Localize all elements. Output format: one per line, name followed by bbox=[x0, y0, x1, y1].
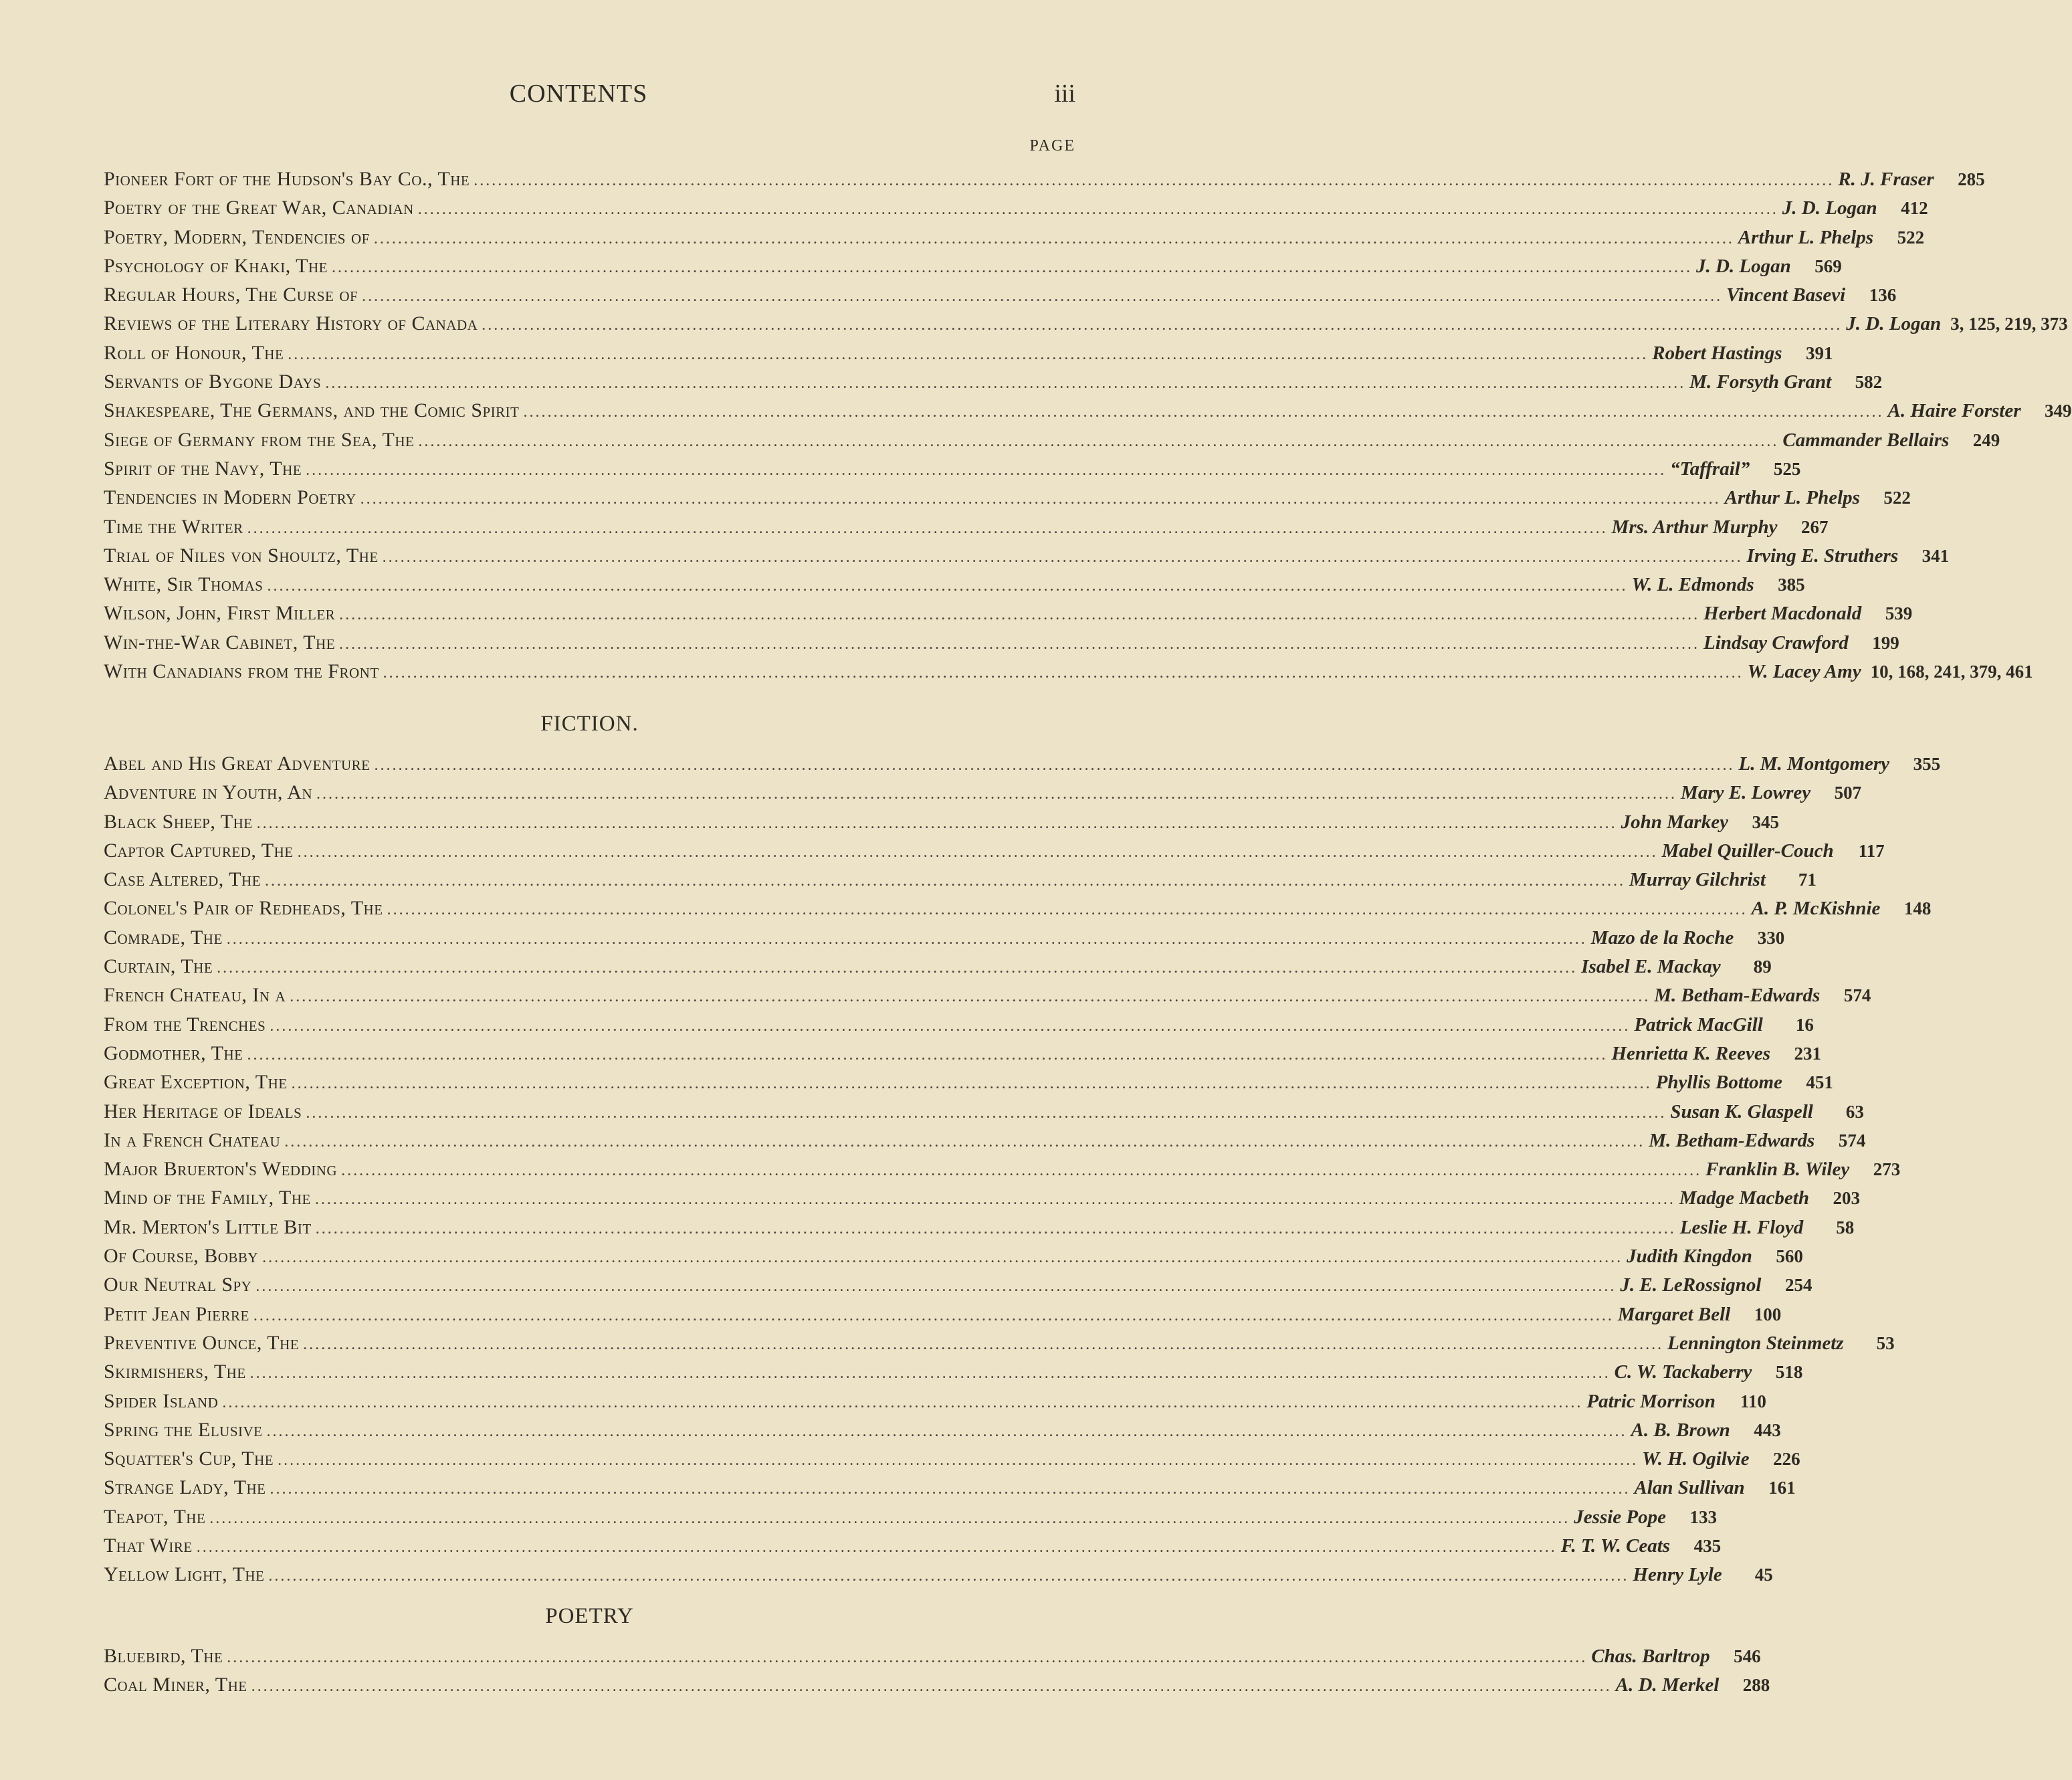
entry-page-number: 349 bbox=[2045, 401, 2072, 421]
dot-leader: .................................................................................................................................................................................................................................. bbox=[209, 1509, 1570, 1527]
contents-entry bbox=[104, 454, 1801, 483]
entry-title: Win-the-War Cabinet, The bbox=[104, 631, 336, 654]
entry-author: Chas. Barltrop bbox=[1591, 1646, 1710, 1667]
page-title: CONTENTS bbox=[509, 80, 648, 108]
entry-title: Major Bruerton's Wedding bbox=[104, 1158, 338, 1181]
entry-title: Great Exception, The bbox=[104, 1071, 288, 1094]
contents-entry bbox=[104, 512, 1829, 541]
entry-author: W. Lacey Amy bbox=[1747, 661, 1861, 683]
entry-author: M. Betham-Edwards bbox=[1649, 1129, 1815, 1151]
contents-entry bbox=[104, 541, 1950, 570]
entry-page-number: 199 bbox=[1872, 632, 1899, 653]
entry-title: French Chateau, In a bbox=[104, 984, 286, 1007]
entry-page-number: 435 bbox=[1693, 1536, 1722, 1557]
contents-entry bbox=[104, 1300, 1782, 1328]
dot-leader: .................................................................................................................................................................................................................................. bbox=[362, 288, 1723, 306]
entry-author: M. Betham-Edwards bbox=[1654, 985, 1821, 1007]
dot-leader: .................................................................................................................................................................................................................................. bbox=[227, 1649, 1588, 1666]
dot-leader: .................................................................................................................................................................................................................................. bbox=[247, 519, 1608, 537]
contents-entry bbox=[104, 981, 1871, 1009]
entry-author: Alan Sullivan bbox=[1634, 1477, 1745, 1499]
dot-leader: .................................................................................................................................................................................................................................. bbox=[262, 1249, 1623, 1267]
dot-leader: .................................................................................................................................................................................................................................. bbox=[331, 258, 1692, 276]
dot-leader: .................................................................................................................................................................................................................................. bbox=[339, 606, 1700, 624]
dot-leader: .................................................................................................................................................................................................................................. bbox=[387, 901, 1748, 919]
entry-title: Spider Island bbox=[104, 1389, 219, 1412]
entry-page-number: 89 bbox=[1753, 957, 1772, 977]
dot-leader: .................................................................................................................................................................................................................................. bbox=[474, 172, 1835, 189]
entry-page-number: 231 bbox=[1794, 1043, 1822, 1064]
entry-title: With Canadians from the Front bbox=[104, 660, 379, 683]
entry-author: A. Haire Forster bbox=[1887, 400, 2021, 422]
entry-title: Comrade, The bbox=[104, 926, 223, 949]
dot-leader: .................................................................................................................................................................................................................................. bbox=[268, 1567, 1629, 1585]
entry-title: That Wire bbox=[104, 1535, 193, 1557]
contents-entry bbox=[104, 749, 1941, 778]
entry-page-number: 574 bbox=[1838, 1130, 1866, 1151]
contents-entry bbox=[104, 1502, 1717, 1531]
dot-leader: .................................................................................................................................................................................................................................. bbox=[291, 1075, 1652, 1093]
entry-title: Regular Hours, The Curse of bbox=[104, 284, 358, 306]
poetry-list bbox=[104, 1642, 1770, 1700]
entry-page-number: 518 bbox=[1775, 1362, 1803, 1383]
entry-page-number: 100 bbox=[1754, 1304, 1782, 1324]
contents-entry bbox=[104, 1097, 1864, 1126]
entry-author: Phyllis Bottome bbox=[1655, 1072, 1782, 1094]
entry-page-number: 582 bbox=[1855, 372, 1883, 393]
entry-author: J. D. Logan bbox=[1695, 255, 1791, 277]
entry-page-number: 330 bbox=[1757, 927, 1785, 948]
dot-leader: .................................................................................................................................................................................................................................. bbox=[306, 1104, 1667, 1122]
entry-author: Robert Hastings bbox=[1652, 342, 1782, 364]
entry-page-number: 226 bbox=[1773, 1449, 1800, 1470]
page-column-label: PAGE bbox=[1029, 137, 1075, 155]
entry-author: Isabel E. Mackay bbox=[1581, 956, 1721, 978]
contents-entry bbox=[104, 165, 1985, 193]
entry-author: Mazo de la Roche bbox=[1590, 926, 1734, 949]
entry-author: Henrietta K. Reeves bbox=[1611, 1042, 1771, 1064]
contributed-section bbox=[104, 165, 2072, 686]
entry-title: Reviews of the Literary History of Canada bbox=[104, 312, 478, 335]
entry-title: Curtain, The bbox=[104, 955, 213, 978]
entry-page-number: 117 bbox=[1858, 840, 1885, 861]
dot-leader: .................................................................................................................................................................................................................................. bbox=[222, 1393, 1583, 1411]
entry-author: Vincent Basevi bbox=[1726, 284, 1846, 306]
entry-page-number: 161 bbox=[1768, 1478, 1796, 1498]
dot-leader: .................................................................................................................................................................................................................................. bbox=[249, 1365, 1611, 1383]
dot-leader: .................................................................................................................................................................................................................................. bbox=[297, 843, 1658, 861]
entry-author: Franklin B. Wiley bbox=[1705, 1159, 1850, 1181]
contents-entry bbox=[104, 1670, 1770, 1699]
entry-title: Of Course, Bobby bbox=[104, 1245, 259, 1268]
entry-title: Mr. Merton's Little Bit bbox=[104, 1215, 312, 1238]
dot-leader: .................................................................................................................................................................................................................................. bbox=[265, 872, 1626, 890]
contents-entry bbox=[104, 309, 2068, 338]
entry-author: Susan K. Glaspell bbox=[1670, 1100, 1813, 1122]
contents-entry bbox=[104, 1357, 1803, 1386]
entry-author: Patric Morrison bbox=[1586, 1390, 1716, 1412]
fiction-heading: FICTION. bbox=[540, 712, 639, 736]
entry-author: M. Forsyth Grant bbox=[1689, 371, 1832, 393]
entry-title: Roll of Honour, The bbox=[104, 341, 284, 364]
contents-entry bbox=[104, 338, 1833, 367]
entry-title: Case Altered, The bbox=[104, 868, 262, 891]
entry-author: Mabel Quiller-Couch bbox=[1661, 839, 1834, 862]
dot-leader: .................................................................................................................................................................................................................................. bbox=[306, 461, 1667, 479]
entry-author: Irving E. Struthers bbox=[1746, 545, 1899, 567]
contents-entry bbox=[104, 1642, 1761, 1670]
contents-entry bbox=[104, 1155, 1901, 1183]
contents-entry bbox=[104, 807, 1779, 836]
entry-page-number: 148 bbox=[1903, 898, 1932, 919]
entry-author: Henry Lyle bbox=[1633, 1564, 1722, 1586]
dot-leader: .................................................................................................................................................................................................................................. bbox=[226, 930, 1587, 948]
entry-author: Judith Kingdon bbox=[1627, 1246, 1752, 1268]
dot-leader: .................................................................................................................................................................................................................................. bbox=[290, 988, 1651, 1006]
entry-title: Bluebird, The bbox=[104, 1645, 223, 1667]
contents-entry bbox=[104, 778, 1862, 807]
dot-leader: .................................................................................................................................................................................................................................. bbox=[325, 375, 1686, 393]
entry-author: A. P. McKishnie bbox=[1751, 898, 1881, 920]
entry-author: J. E. LeRossignol bbox=[1620, 1274, 1762, 1296]
entry-page-number: 560 bbox=[1776, 1246, 1803, 1267]
entry-author: J. D. Logan bbox=[1782, 197, 1877, 219]
contents-entry bbox=[104, 894, 1932, 922]
poetry-heading: POETRY bbox=[545, 1604, 634, 1628]
entry-title: Skirmishers, The bbox=[104, 1361, 246, 1383]
entry-page-number: 443 bbox=[1754, 1419, 1781, 1440]
dot-leader: .................................................................................................................................................................................................................................. bbox=[382, 548, 1743, 566]
entry-page-number: 391 bbox=[1805, 342, 1833, 363]
entry-author: Murray Gilchrist bbox=[1629, 869, 1766, 891]
contents-entry bbox=[104, 570, 1805, 599]
dot-leader: .................................................................................................................................................................................................................................. bbox=[383, 664, 1744, 682]
entry-page-number: 203 bbox=[1833, 1188, 1860, 1209]
entry-author: R. J. Fraser bbox=[1838, 169, 1934, 190]
entry-page-number: 267 bbox=[1801, 516, 1829, 537]
entry-page-number: 71 bbox=[1798, 870, 1817, 890]
entry-title: Shakespeare, The Germans, and the Comic Spirit bbox=[104, 399, 520, 422]
entry-page-number: 451 bbox=[1806, 1072, 1833, 1093]
entry-title: Spring the Elusive bbox=[104, 1418, 263, 1441]
entry-page-number: 45 bbox=[1754, 1565, 1773, 1585]
contents-entry bbox=[104, 1126, 1866, 1155]
dot-leader: .................................................................................................................................................................................................................................. bbox=[314, 1191, 1675, 1209]
entry-author: Jessie Pope bbox=[1574, 1506, 1666, 1528]
poetry-section bbox=[104, 1591, 1770, 1700]
dot-leader: .................................................................................................................................................................................................................................. bbox=[339, 635, 1700, 653]
entry-author: Madge Macbeth bbox=[1679, 1187, 1809, 1209]
entry-page-number: 574 bbox=[1843, 985, 1871, 1006]
dot-leader: .................................................................................................................................................................................................................................. bbox=[288, 345, 1649, 363]
entry-author: John Markey bbox=[1621, 811, 1728, 833]
entry-author: Mrs. Arthur Murphy bbox=[1611, 516, 1778, 538]
dot-leader: .................................................................................................................................................................................................................................. bbox=[251, 1678, 1612, 1696]
entry-page-number: 16 bbox=[1795, 1014, 1814, 1035]
entry-title: Mind of the Family, The bbox=[104, 1187, 311, 1209]
entry-author: Lennington Steinmetz bbox=[1667, 1332, 1844, 1354]
fiction-section bbox=[104, 698, 1941, 1589]
dot-leader: .................................................................................................................................................................................................................................. bbox=[374, 757, 1735, 774]
contents-entry bbox=[104, 252, 1842, 280]
dot-leader: .................................................................................................................................................................................................................................. bbox=[418, 432, 1779, 450]
entry-page-number: 507 bbox=[1834, 783, 1862, 803]
entry-author: Arthur L. Phelps bbox=[1738, 226, 1874, 248]
dot-leader: .................................................................................................................................................................................................................................. bbox=[270, 1480, 1631, 1498]
dot-leader: .................................................................................................................................................................................................................................. bbox=[196, 1539, 1557, 1557]
dot-leader: .................................................................................................................................................................................................................................. bbox=[256, 814, 1617, 832]
contents-entry bbox=[104, 1068, 1833, 1096]
entry-title: Abel and His Great Adventure bbox=[104, 753, 371, 775]
contents-entry bbox=[104, 193, 1928, 222]
contents-entry bbox=[104, 1387, 1766, 1415]
dot-leader: .................................................................................................................................................................................................................................. bbox=[360, 490, 1721, 508]
entry-author: L. M. Montgomery bbox=[1738, 753, 1890, 775]
page-folio: iii bbox=[1054, 80, 1075, 108]
entry-title: Coal Miner, The bbox=[104, 1674, 247, 1696]
contents-entry bbox=[104, 223, 1925, 252]
contents-entry bbox=[104, 628, 1899, 657]
entry-title: Teapot, The bbox=[104, 1505, 206, 1528]
dot-leader: .................................................................................................................................................................................................................................. bbox=[247, 1046, 1608, 1064]
entry-page-number: 136 bbox=[1869, 285, 1897, 306]
contents-entry bbox=[104, 396, 2072, 425]
contents-entry bbox=[104, 280, 1897, 309]
contents-entry bbox=[104, 952, 1772, 981]
entry-page-number: 133 bbox=[1689, 1506, 1717, 1527]
dot-leader: .................................................................................................................................................................................................................................. bbox=[255, 1278, 1617, 1296]
entry-page-number: 522 bbox=[1897, 227, 1925, 248]
entry-page-number: 288 bbox=[1742, 1675, 1770, 1696]
entry-title: White, Sir Thomas bbox=[104, 573, 264, 596]
dot-leader: .................................................................................................................................................................................................................................. bbox=[284, 1132, 1645, 1151]
contents-entry bbox=[104, 1039, 1822, 1068]
entry-title: Servants of Bygone Days bbox=[104, 371, 322, 393]
entry-author: Leslie H. Floyd bbox=[1679, 1216, 1804, 1238]
entry-title: Yellow Light, The bbox=[104, 1563, 265, 1586]
entry-author: C. W. Tackaberry bbox=[1614, 1361, 1752, 1383]
entry-page-number: 412 bbox=[1901, 198, 1928, 219]
dot-leader: .................................................................................................................................................................................................................................. bbox=[523, 403, 1884, 421]
entry-page-number: 58 bbox=[1836, 1217, 1855, 1238]
entry-page-number: 385 bbox=[1778, 575, 1805, 595]
entry-author: Cammander Bellairs bbox=[1782, 429, 1950, 451]
entry-title: Poetry of the Great War, Canadian bbox=[104, 197, 414, 219]
contents-entry bbox=[104, 865, 1817, 894]
contents-entry bbox=[104, 836, 1885, 865]
contents-entry bbox=[104, 1444, 1800, 1473]
entry-author: A. B. Brown bbox=[1631, 1419, 1730, 1441]
entry-page-number: 355 bbox=[1913, 754, 1941, 774]
entry-title: Preventive Ounce, The bbox=[104, 1331, 300, 1354]
contents-entry bbox=[104, 1010, 1814, 1039]
entry-title: Our Neutral Spy bbox=[104, 1274, 252, 1296]
contents-entry bbox=[104, 1183, 1860, 1212]
running-head bbox=[0, 79, 1209, 119]
dot-leader: .................................................................................................................................................................................................................................. bbox=[315, 1219, 1676, 1238]
entry-author: W. H. Ogilvie bbox=[1642, 1448, 1750, 1470]
contents-entry bbox=[104, 657, 2033, 686]
entry-title: Psychology of Khaki, The bbox=[104, 254, 328, 277]
entry-page-number: 546 bbox=[1734, 1646, 1761, 1666]
contents-entry bbox=[104, 367, 1883, 396]
entry-title: Tendencies in Modern Poetry bbox=[104, 486, 356, 509]
entry-page-number: 249 bbox=[1972, 429, 2000, 450]
contents-entry bbox=[104, 1242, 1803, 1270]
entry-author: A. D. Merkel bbox=[1615, 1674, 1720, 1696]
dot-leader: .................................................................................................................................................................................................................................. bbox=[253, 1306, 1614, 1324]
entry-page-number: 110 bbox=[1740, 1391, 1766, 1411]
entry-author: F. T. W. Ceats bbox=[1560, 1535, 1671, 1557]
dot-leader: .................................................................................................................................................................................................................................. bbox=[316, 785, 1677, 803]
entry-title: Black Sheep, The bbox=[104, 810, 253, 833]
dot-leader: .................................................................................................................................................................................................................................. bbox=[482, 316, 1843, 334]
dot-leader: .................................................................................................................................................................................................................................. bbox=[267, 577, 1628, 595]
entry-page-number: 285 bbox=[1958, 169, 1985, 189]
entry-title: Poetry, Modern, Tendencies of bbox=[104, 225, 370, 248]
entry-page-number: 569 bbox=[1815, 256, 1842, 276]
dot-leader: .................................................................................................................................................................................................................................. bbox=[270, 1017, 1631, 1035]
entry-title: In a French Chateau bbox=[104, 1128, 281, 1151]
entry-page-number: 63 bbox=[1845, 1101, 1864, 1122]
entry-page-number: 273 bbox=[1873, 1159, 1901, 1180]
entry-title: Spirit of the Navy, The bbox=[104, 457, 302, 480]
contents-entry bbox=[104, 1560, 1773, 1589]
contents-entry bbox=[104, 599, 1913, 627]
entry-page-number: 522 bbox=[1883, 488, 1911, 508]
entry-page-number: 10, 168, 241, 379, 461 bbox=[1870, 662, 2033, 682]
entry-author: Margaret Bell bbox=[1617, 1303, 1731, 1325]
entry-author: “Taffrail” bbox=[1670, 458, 1750, 480]
entry-title: Godmother, The bbox=[104, 1042, 243, 1064]
entry-title: Her Heritage of Ideals bbox=[104, 1100, 302, 1122]
entry-title: Wilson, John, First Miller bbox=[104, 602, 336, 625]
fiction-list bbox=[104, 749, 1941, 1589]
entry-page-number: 539 bbox=[1885, 603, 1913, 624]
entry-author: Lindsay Crawford bbox=[1703, 631, 1849, 654]
dot-leader: .................................................................................................................................................................................................................................. bbox=[278, 1452, 1639, 1470]
entry-page-number: 525 bbox=[1773, 458, 1801, 479]
contents-entry bbox=[104, 1328, 1895, 1357]
entry-title: Time the Writer bbox=[104, 515, 243, 538]
contents-entry bbox=[104, 1473, 1796, 1502]
entry-page-number: 3, 125, 219, 373 bbox=[1950, 314, 2068, 334]
contents-entry bbox=[104, 1270, 1812, 1299]
entry-title: Squatter's Cup, The bbox=[104, 1448, 274, 1470]
entry-title: Colonel's Pair of Redheads, The bbox=[104, 897, 383, 920]
contents-entry bbox=[104, 1415, 1781, 1444]
entry-title: Captor Captured, The bbox=[104, 839, 294, 862]
entry-title: Adventure in Youth, An bbox=[104, 781, 313, 804]
entry-author: J. D. Logan bbox=[1846, 313, 1942, 335]
entry-title: Strange Lady, The bbox=[104, 1476, 266, 1499]
entry-title: Pioneer Fort of the Hudson's Bay Co., The bbox=[104, 168, 470, 190]
entry-author: Patrick MacGill bbox=[1634, 1013, 1763, 1035]
entry-author: Arthur L. Phelps bbox=[1724, 487, 1860, 509]
dot-leader: .................................................................................................................................................................................................................................. bbox=[303, 1335, 1664, 1353]
contents-entry bbox=[104, 1213, 1855, 1242]
entry-title: Siege of Germany from the Sea, The bbox=[104, 428, 415, 451]
dot-leader: .................................................................................................................................................................................................................................. bbox=[417, 201, 1778, 219]
contents-entry bbox=[104, 923, 1785, 952]
dot-leader: .................................................................................................................................................................................................................................. bbox=[217, 959, 1578, 977]
entry-author: Herbert Macdonald bbox=[1703, 603, 1862, 625]
dot-leader: .................................................................................................................................................................................................................................. bbox=[373, 229, 1734, 248]
entry-page-number: 53 bbox=[1876, 1332, 1895, 1353]
entry-title: From the Trenches bbox=[104, 1013, 266, 1035]
contents-entry bbox=[104, 483, 1911, 512]
contents-entry bbox=[104, 425, 2000, 454]
contents-entry bbox=[104, 1531, 1722, 1560]
entry-author: Mary E. Lowrey bbox=[1681, 782, 1811, 804]
entry-author: W. L. Edmonds bbox=[1631, 574, 1754, 596]
entry-page-number: 254 bbox=[1784, 1275, 1812, 1296]
dot-leader: .................................................................................................................................................................................................................................. bbox=[341, 1162, 1702, 1180]
entry-page-number: 345 bbox=[1752, 811, 1779, 832]
entry-title: Petit Jean Pierre bbox=[104, 1302, 249, 1325]
dot-leader: .................................................................................................................................................................................................................................. bbox=[266, 1422, 1627, 1440]
entry-title: Trial of Niles von Shoultz, The bbox=[104, 544, 379, 567]
entry-page-number: 341 bbox=[1922, 545, 1950, 566]
